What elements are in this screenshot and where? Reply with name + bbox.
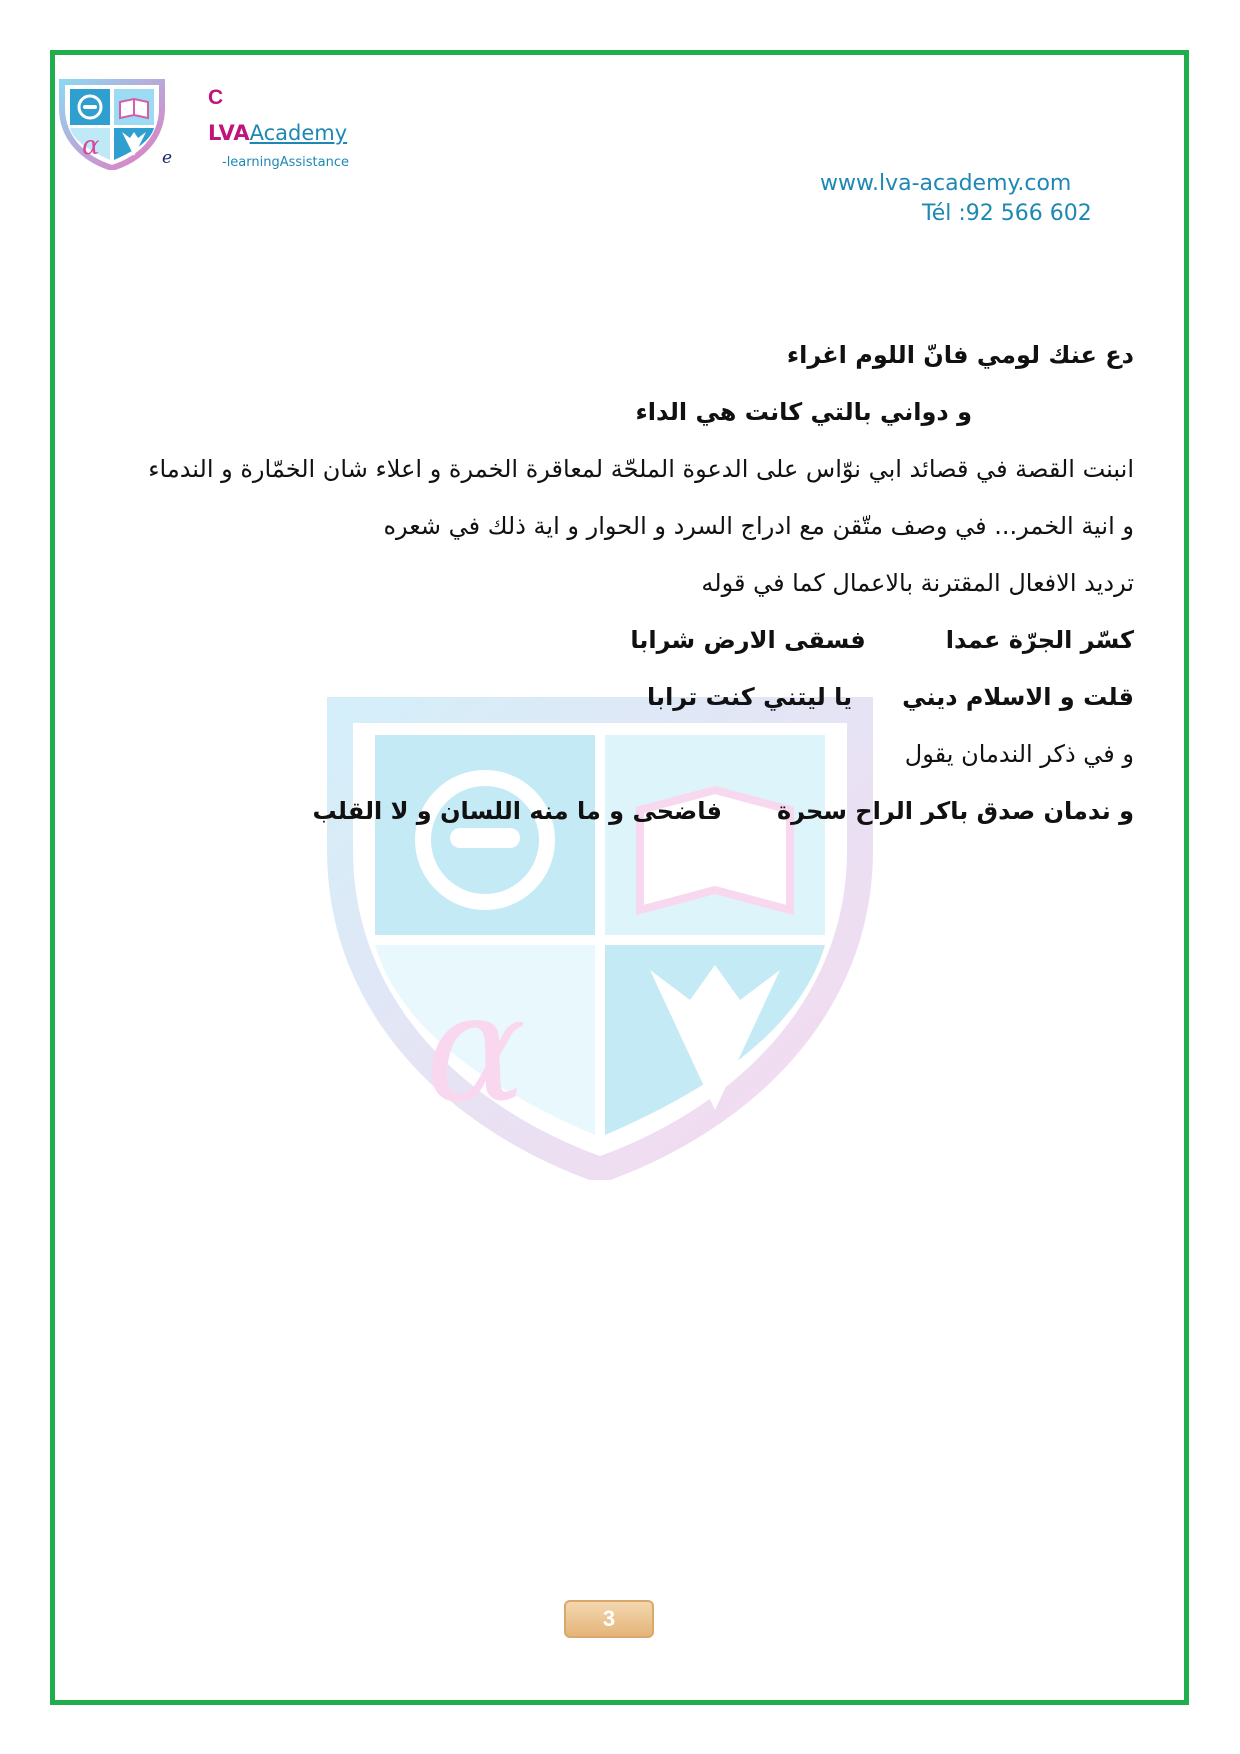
verse-couplet-3-first: و ندمان صدق باكر الراح سحرة [776,797,1134,825]
brand-name-bold: LVA [208,121,250,145]
paragraph-line-3: ترديد الافعال المقترنة بالاعمال كما في قوله [701,569,1134,597]
verse-couplet-3 [313,797,1135,825]
brand-letter: C [208,86,224,109]
paragraph-line-2: و انية الخمر... في وصف متّقن مع ادراج السرد و الحوار و اية ذلك في شعره [383,512,1134,540]
verse-couplet-1-second: فسقى الارض شرابا [630,626,866,654]
verse-couplet-2-first: قلت و الاسلام ديني [902,683,1134,711]
alpha-icon: α [82,131,100,161]
paragraph-line-4: و في ذكر الندمان يقول [904,740,1134,768]
paragraph-line-1: انبنت القصة في قصائد ابي نوّاس على الدعوة الملحّة لمعاقرة الخمرة و اعلاء شان الخمّارة و الندماء [148,455,1134,483]
verse-couplet-2-second: يا ليتني كنت ترابا [647,683,853,711]
verse-line-1: دع عنك لومي فانّ اللوم اغراء [786,341,1134,369]
verse-line-2: و دواني بالتي كانت هي الداء [635,398,972,426]
watermark-logo [320,690,880,1180]
brand-tagline: -learningAssistance [222,155,349,170]
brand-name [208,121,347,145]
academy-shield-logo [58,78,166,170]
verse-couplet-1-first: كسّر الجرّة عمدا [945,626,1134,654]
brand-mark-letter: e [162,148,173,168]
phone-number: Tél :92 566 602 [922,201,1092,226]
svg-text:α: α [425,962,527,1136]
verse-couplet-3-second: فاضحى و ما منه اللسان و لا القلب [312,797,722,825]
website-link[interactable]: www.lva-academy.com [820,171,1072,196]
brand-name-rest: Academy [249,121,348,145]
book-icon [120,99,148,118]
verse-couplet-2 [647,683,1134,711]
verse-couplet-1 [630,626,1134,654]
page-number: 3 [564,1600,654,1638]
